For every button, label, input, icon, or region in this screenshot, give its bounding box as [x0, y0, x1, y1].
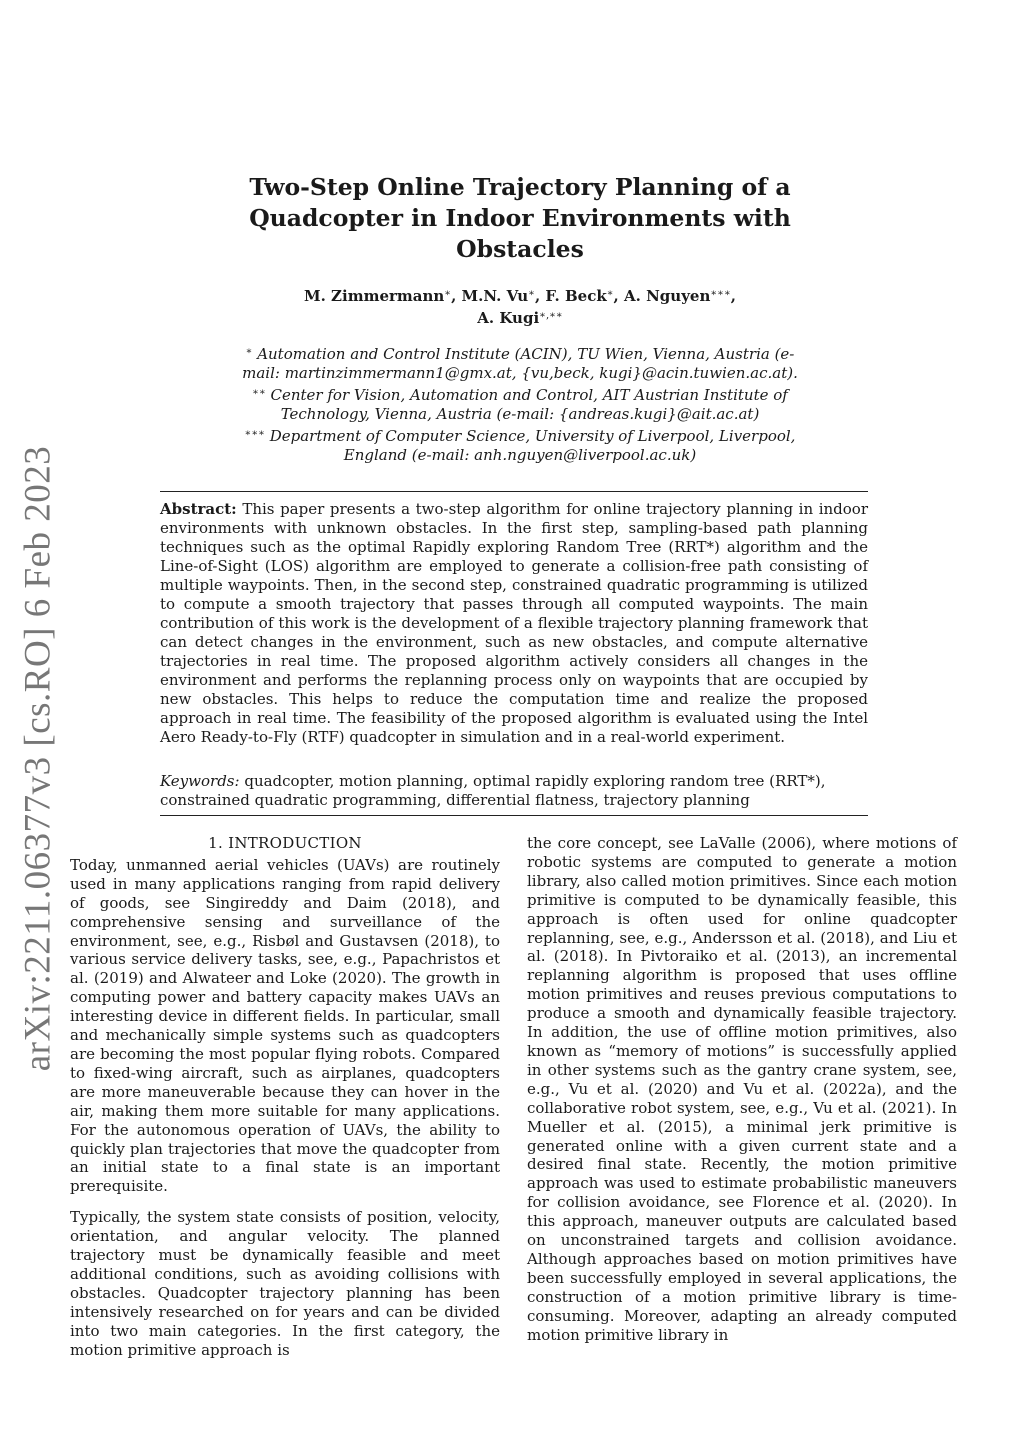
keywords: [160, 772, 868, 810]
author-mark: ∗,∗∗: [539, 310, 563, 321]
abstract-label: Abstract:: [160, 500, 237, 518]
affiliation-mark: ∗: [245, 346, 253, 357]
affiliation-ait: [230, 383, 810, 424]
arxiv-identifier-text: arXiv:2211.06377v3 [cs.RO] 6 Feb 2023: [17, 445, 59, 1071]
keywords-label: Keywords:: [160, 772, 240, 790]
abstract: [160, 500, 868, 747]
author-name: A. Kugi: [477, 309, 540, 327]
affiliation-text: Department of Computer Science, University of Liverpool, Liverpool, England (e-mail: anh.nguyen@liverpool.ac.uk): [269, 427, 796, 464]
author-list: M. Zimmermann∗, M.N. Vu∗, F. Beck∗, A. Nguyen∗∗∗, A. Kugi∗,∗∗: [304, 287, 736, 327]
author-mark: ∗: [606, 288, 614, 299]
abstract-text: This paper presents a two-step algorithm for online trajectory planning in indoor environments with unknown obstacles. In the first step, sampling-based path planning techniques such as the optimal Rapidly exploring Random Tree (RRT*) algorithm and the Line-of-Sight (LOS) algorithm are employed to generate a collision-free path consisting of multiple waypoints. Then, in the second step, constrained quadratic programming is utilized to compute a smooth trajectory that passes through all computed waypoints. The main contribution of this work is the development of a flexible trajectory planning framework that can detect changes in the environment, such as new obstacles, and compute alternative trajectories in real time. The proposed algorithm actively considers all changes in the environment and performs the replanning process only on waypoints that are occupied by new obstacles. This helps to reduce the computation time and realize the proposed approach in real time. The feasibility of the proposed algorithm is evaluated using the Intel Aero Ready-to-Fly (RTF) quadcopter in simulation and in a real-world experiment.: [160, 500, 868, 746]
intro-paragraph-2: Typically, the system state consists of position, velocity, orientation, and angular velocity. The planned trajectory must be dynamically feasible and meet additional conditions, such as avoiding collisions with obstacles. Quadcopter trajectory planning has been intensively researched on for years and can be divided into two main categories. In the first category, the motion primitive approach is: [70, 1208, 500, 1359]
section-heading: 1. INTRODUCTION: [208, 834, 362, 852]
abstract-bottom-rule: [160, 815, 868, 816]
arxiv-identifier: [8, 445, 68, 1071]
intro-paragraph-3: the core concept, see LaValle (2006), where motions of robotic systems are computed to generate a motion library, also called motion primitives. Since each motion primitive is computed to be dynamically feasible, this approach is often used for online quadcopter replanning, see, e.g., Andersson et al. (2018), and Liu et al. (2018). In Pivtoraiko et al. (2013), an incremental replanning algorithm is proposed that uses offline motion primitives and reuses previous computations to produce a smooth and dynamically feasible trajectory. In addition, the use of offline motion primitives, also known as “memory of motions” is successfully applied in other systems such as the gantry crane system, see, e.g., Vu et al. (2020) and Vu et al. (2022a), and the collaborative robot system, see, e.g., Vu et al. (2021). In Mueller et al. (2015), a minimal jerk primitive is generated online with a given current state and a desired final state. Recently, the motion primitive approach was used to estimate probabilistic maneuvers for collision avoidance, see Florence et al. (2020). In this approach, maneuver outputs are calculated based on unconstrained targets and collision avoidance. Although approaches based on motion primitives have been successfully employed in several applications, the construction of a motion primitive library is time-consuming. Moreover, adapting an already computed motion primitive library in: [527, 834, 957, 1344]
author-mark: ∗: [444, 288, 452, 299]
author-name: M. Zimmermann: [304, 287, 445, 305]
keywords-text: quadcopter, motion planning, optimal rapidly exploring random tree (RRT*), constrained quadratic programming, differential flatness, trajectory planning: [160, 772, 826, 809]
affiliation-acin: [230, 342, 810, 383]
affiliation-liverpool: [230, 424, 810, 465]
paper-title: Two-Step Online Trajectory Planning of a Quadcopter in Indoor Environments with Obstacles: [249, 173, 791, 263]
author-mark: ∗∗∗: [710, 288, 731, 299]
author-name: A. Nguyen: [624, 287, 711, 305]
affiliation-text: Center for Vision, Automation and Control, AIT Austrian Institute of Technology, Vienna, Austria (e-mail: {andreas.kugi}@ait.ac.at): [270, 386, 788, 423]
author-mark: ∗: [528, 288, 535, 299]
affiliation-mark: ∗∗: [252, 387, 266, 398]
abstract-top-rule: [160, 491, 868, 492]
intro-paragraph-1: Today, unmanned aerial vehicles (UAVs) are routinely used in many applications ranging from rapid delivery of goods, see Singireddy and Daim (2018), and comprehensive sensing and surveillance of the environment, see, e.g., Risbøl and Gustavsen (2018), to various service delivery tasks, see, e.g., Papachristos et al. (2019) and Alwateer and Loke (2020). The growth in computing power and battery capacity makes UAVs an interesting device in different fields. In particular, small and mechanically simple systems such as quadcopters are becoming the most popular flying robots. Compared to fixed-wing aircraft, such as airplanes, quadcopters are more maneuverable because they can hover in the air, making them more suitable for many applications. For the autonomous operation of UAVs, the ability to quickly plan trajectories that move the quadcopter from an initial state to a final state is an important prerequisite.: [70, 855, 500, 1196]
left-column: [70, 834, 500, 1371]
affiliation-text: Automation and Control Institute (ACIN), TU Wien, Vienna, Austria (e-mail: martinzimmermann1@gmx.at, {vu,beck, kugi}@acin.tuwien.ac.at).: [242, 345, 798, 382]
author-name: M.N. Vu: [461, 287, 529, 305]
affiliation-mark: ∗∗∗: [244, 428, 265, 439]
right-column: [527, 834, 957, 1356]
affiliations: [230, 342, 810, 465]
author-name: F. Beck: [545, 287, 607, 305]
